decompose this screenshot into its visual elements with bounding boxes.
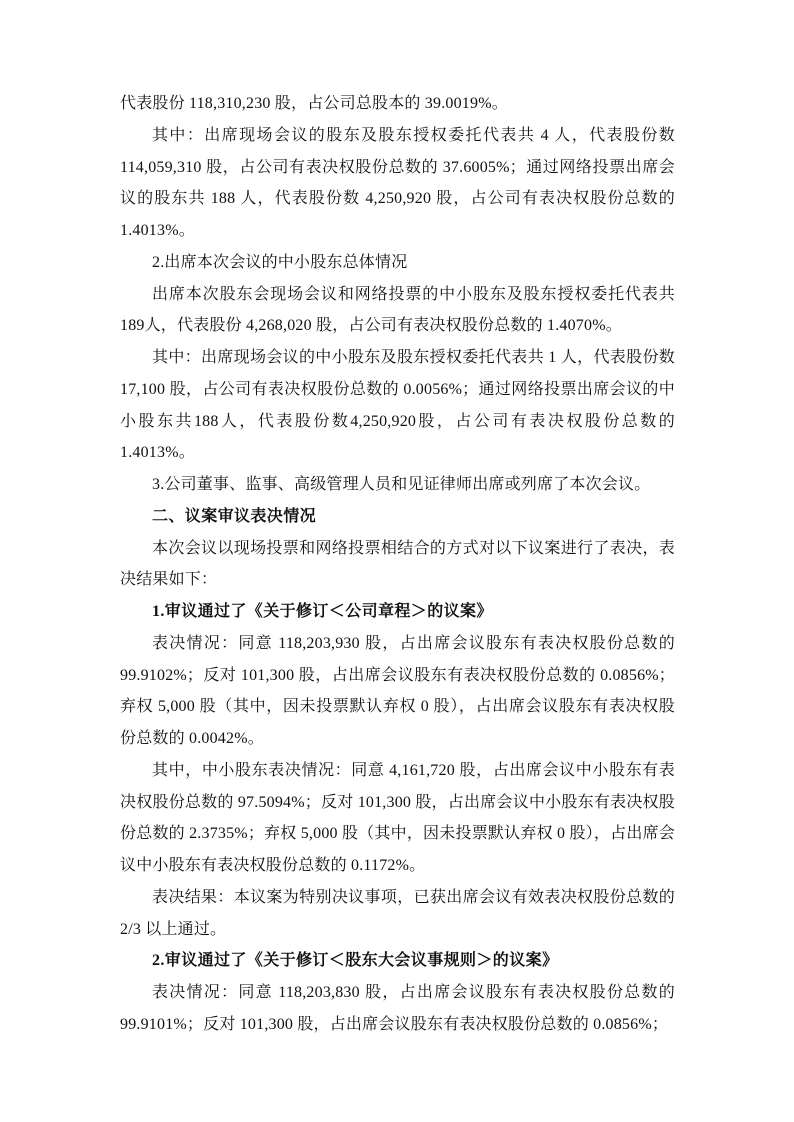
document-body (120, 88, 675, 1041)
heading-proposal-1: 1.审议通过了《关于修订＜公司章程＞的议案》 (152, 603, 493, 620)
para-minority-attendance-breakdown: 其中：出席现场会议的中小股东及股东授权委托代表共 1 人，代表股份数 17,100 股，占公司有表决权股份总数的 0.0056%；通过网络投票出席会议的中小股东共188人，代表股份数4,250,920股，占公司有表决权股份总数的1.4013%。 (120, 349, 675, 462)
para-item2-minority-overview-title: 2.出席本次会议的中小股东总体情况 (152, 253, 408, 271)
para-proposal-1-result: 表决结果：本议案为特别决议事项，已获出席会议有效表决权股份总数的 2/3 以上通过。 (120, 888, 675, 938)
heading-section-2-voting: 二、议案审议表决情况 (152, 507, 317, 525)
para-minority-attendance-total: 出席本次股东会现场会议和网络投票的中小股东及股东授权委托代表共189人，代表股份 4,268,020 股，占公司有表决权股份总数的 1.4070%。 (120, 285, 675, 335)
para-proposal-1-minority-votes: 其中，中小股东表决情况：同意 4,161,720 股，占出席会议中小股东有表决权股份总数的 97.5094%；反对 101,300 股，占出席会议中小股东有表决权股份总数的 2.3735%；弃权 5,000 股（其中，因未投票默认弃权 0 股），占出席会议中小股东有表决权股份总数的 0.1172%。 (120, 761, 675, 874)
para-voting-method: 本次会议以现场投票和网络投票相结合的方式对以下议案进行了表决，表决结果如下： (120, 539, 675, 589)
para-proposal-2-votes-partial: 表决情况：同意 118,203,830 股，占出席会议股东有表决权股份总数的 99.9101%；反对 101,300 股，占出席会议股东有表决权股份总数的 0.0856%； (120, 984, 675, 1033)
para-total-shares-continuation: 代表股份 118,310,230 股，占公司总股本的 39.0019%。 (120, 95, 508, 112)
para-attendance-breakdown: 其中：出席现场会议的股东及股东授权委托代表共 4 人，代表股份数 114,059,310 股，占公司有表决权股份总数的 37.6005%；通过网络投票出席会议的股东共 188 人，代表股份数 4,250,920 股，占公司有表决权股份总数的 1.4013%。 (120, 126, 675, 239)
para-proposal-1-votes: 表决情况：同意 118,203,930 股，占出席会议股东有表决权股份总数的 99.9102%；反对 101,300 股，占出席会议股东有表决权股份总数的 0.0856%；弃权 5,000 股（其中，因未投票默认弃权 0 股），占出席会议股东有表决权股份总数的 0.0042%。 (120, 634, 675, 747)
para-item3-attendees: 3.公司董事、监事、高级管理人员和见证律师出席或列席了本次会议。 (152, 476, 651, 493)
heading-proposal-2: 2.审议通过了《关于修订＜股东大会议事规则＞的议案》 (152, 952, 559, 970)
